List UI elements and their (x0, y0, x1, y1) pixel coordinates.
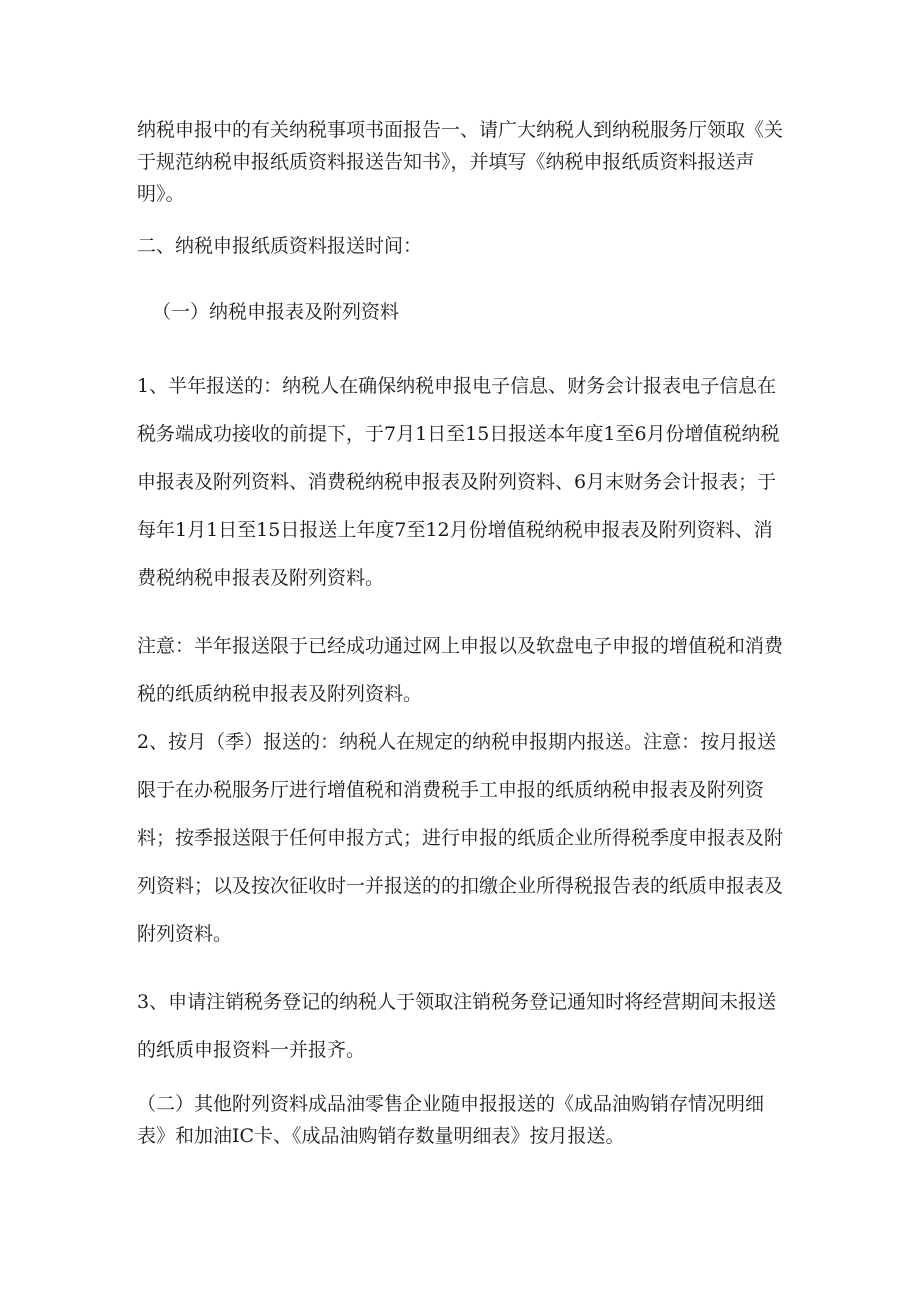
heading-section-two: 二、纳税申报纸质资料报送时间： (137, 235, 423, 257)
paragraph-subsection-two: （二）其他附列资料成品油零售企业随申报报送的《成品油购销存情况明细表》和加油IC卡、《成品油购销存数量明细表》按月报送。 (137, 1093, 765, 1147)
paragraph-item-1: 1、半年报送的：纳税人在确保纳税申报电子信息、财务会计报表电子信息在税务端成功接收的前提下，于7月1日至15日报送本年度1至6月份增值税纳税申报表及附列资料、消费税纳税申报表及附列资料、6月末财务会计报表；于每年1月1日至15日报送上年度7至12月份增值税纳税申报表及附列资料、消费税纳税申报表及附列资料。 (137, 375, 780, 589)
paragraph-note: 注意：半年报送限于已经成功通过网上申报以及软盘电子申报的增值税和消费税的纸质纳税申报表及附列资料。 (137, 635, 784, 705)
paragraph-item-2: 2、按月（季）报送的：纳税人在规定的纳税申报期内报送。注意：按月报送限于在办税服务厅进行增值税和消费税手工申报的纸质纳税申报表及附列资料；按季报送限于任何申报方式；进行申报的纸质企业所得税季度申报表及附列资料；以及按次征收时一并报送的的扣缴企业所得税报告表的纸质申报表及附列资料。 (137, 731, 784, 945)
paragraph-item-3: 3、申请注销税务登记的纳税人于领取注销税务登记通知时将经营期间未报送的纸质申报资料一并报齐。 (137, 991, 777, 1061)
heading-subsection-one: （一）纳税申报表及附列资料 (152, 301, 400, 323)
paragraph-intro: 纳税申报中的有关纳税事项书面报告一、请广大纳税人到纳税服务厅领取《关于规范纳税申报纸质资料报送告知书》，并填写《纳税申报纸质资料报送声明》。 (137, 119, 784, 205)
